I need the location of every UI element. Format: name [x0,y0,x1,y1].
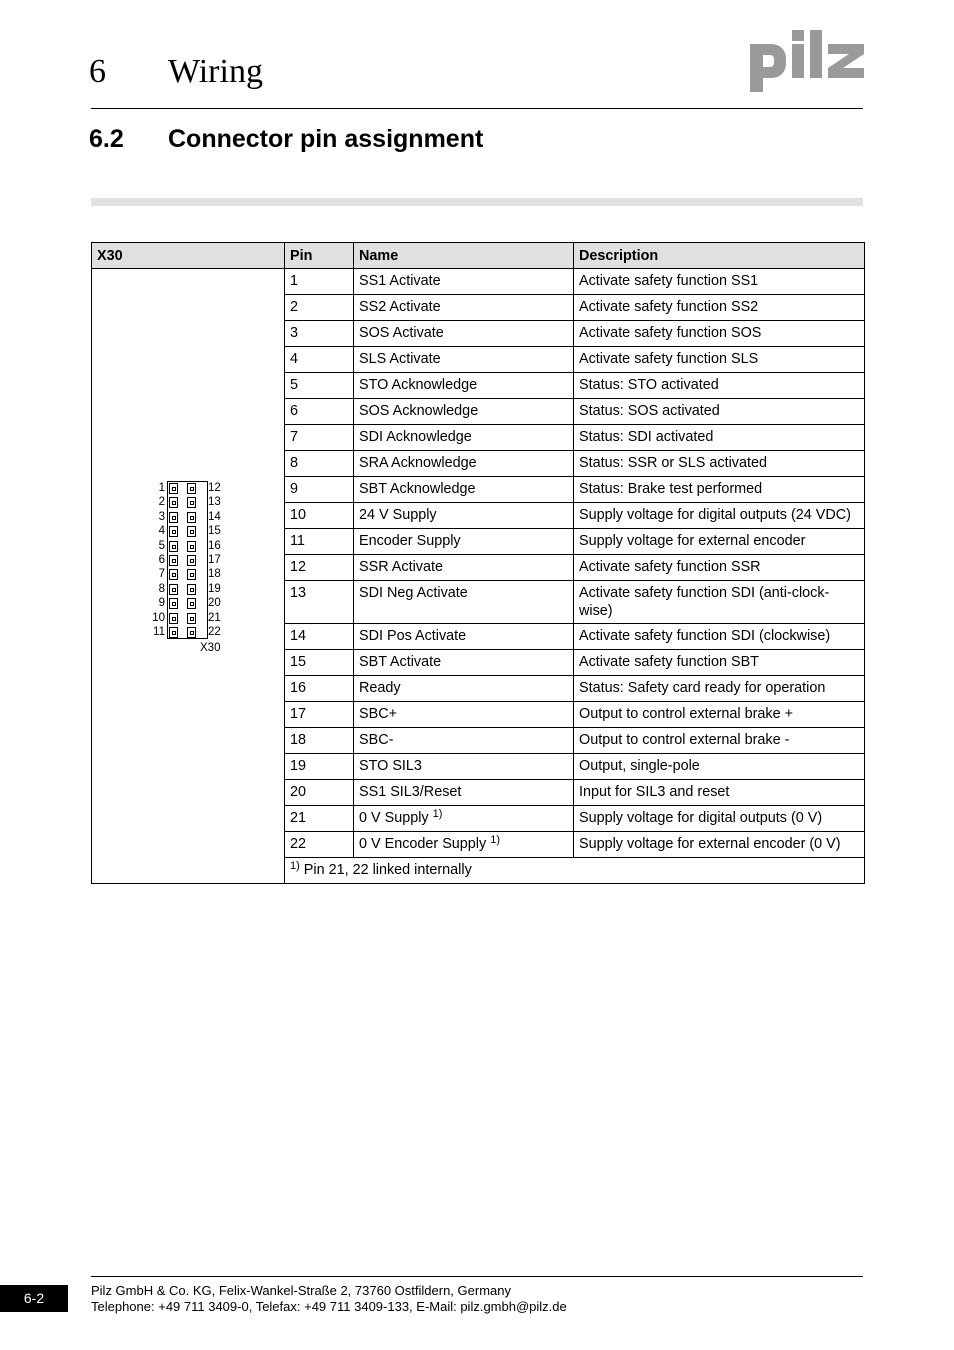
pin-description: Output, single-pole [574,754,865,780]
page-number: 6-2 [0,1285,68,1312]
pin-name-text: SS1 SIL3/Reset [359,784,462,800]
pin-number: 9 [285,477,354,503]
pin-number: 4 [285,347,354,373]
pin-number: 5 [285,373,354,399]
pin-description: Supply voltage for external encoder (0 V) [574,832,865,858]
connector-slot [187,569,196,580]
pin-name-text: SBC- [359,732,394,748]
pin-description: Status: Safety card ready for operation [574,676,865,702]
connector-slot [169,541,178,552]
connector-pin-label: 21 [208,611,221,624]
connector-pin-label: 16 [208,539,221,552]
pin-name [354,806,574,832]
connector-pin-label: 13 [208,496,221,509]
footnote-mark: 1) [290,860,300,872]
pin-name [354,399,574,425]
pin-description: Status: SOS activated [574,399,865,425]
pin-name [354,728,574,754]
pin-name [354,425,574,451]
pin-description: Supply voltage for digital outputs (24 VDC) [574,503,865,529]
connector-pin-label: 18 [208,568,221,581]
connector-slot [187,555,196,566]
pin-number: 11 [285,529,354,555]
pin-name [354,347,574,373]
connector-slot [169,613,178,624]
pin-name-text: SDI Acknowledge [359,429,472,445]
pin-number: 15 [285,650,354,676]
connector-slot [169,526,178,537]
connector-slot [187,598,196,609]
pin-name [354,780,574,806]
pin-name [354,503,574,529]
connector-slot [187,627,196,638]
connector-pin-label: 9 [158,597,165,610]
connector-slot [169,569,178,580]
pin-description: Output to control external brake + [574,702,865,728]
footer-contact: Telephone: +49 711 3409-0, Telefax: +49 711 3409-133, E-Mail: pilz.gmbh@pilz.de [91,1299,567,1314]
pin-name [354,555,574,581]
x30-connector-diagram [92,481,285,671]
connector-slot [169,497,178,508]
pin-name-text: SDI Pos Activate [359,628,467,644]
pin-name [354,702,574,728]
pin-number: 22 [285,832,354,858]
header-name: Name [354,243,574,269]
footnote-mark: 1) [432,808,443,820]
pin-number: 17 [285,702,354,728]
header-description: Description [574,243,865,269]
connector-pin-label: 5 [158,539,165,552]
footnote-mark: 1) [490,834,500,846]
pin-name-text: Ready [359,680,401,696]
pin-name [354,269,574,295]
pin-description: Activate safety function SLS [574,347,865,373]
pin-number: 1 [285,269,354,295]
pin-number: 13 [285,581,354,624]
pin-name-text: Encoder Supply [359,533,461,549]
connector-slot [187,613,196,624]
pin-name [354,624,574,650]
pin-name-text: SRA Acknowledge [359,455,477,471]
pin-name-text: SDI Neg Activate [359,585,468,601]
pin-description: Status: STO activated [574,373,865,399]
pin-name-text: SSR Activate [359,559,443,575]
pin-number: 21 [285,806,354,832]
footer-address: Pilz GmbH & Co. KG, Felix-Wankel-Straße 2, 73760 Ostfildern, Germany [91,1283,511,1298]
pin-name [354,321,574,347]
pin-name [354,373,574,399]
connector-pin-label: 12 [208,482,221,494]
connector-label: X30 [200,642,221,654]
pin-name [354,676,574,702]
footer-rule [91,1276,863,1277]
pin-number: 14 [285,624,354,650]
connector-slot [169,483,178,494]
pin-description: Activate safety function SS2 [574,295,865,321]
pin-number: 8 [285,451,354,477]
footnote-text: Pin 21, 22 linked internally [303,862,472,878]
pin-name-text: STO Acknowledge [359,377,478,393]
connector-pin-label: 10 [152,611,165,624]
pin-name-text: SOS Activate [359,325,444,341]
connector-pin-label: 2 [158,496,165,509]
pin-number: 10 [285,503,354,529]
chapter-title: Wiring [168,53,263,90]
connector-pin-label: 1 [158,482,165,494]
pin-description: Activate safety function SDI (clockwise) [574,624,865,650]
pin-name-text: SOS Acknowledge [359,403,479,419]
connector-pin-label: 7 [158,568,165,581]
connector-pin-label: 8 [158,582,165,595]
header-x30: X30 [92,243,285,269]
section-number: 6.2 [89,125,124,153]
pin-name-text: SS1 Activate [359,273,441,289]
pin-name [354,650,574,676]
connector-slot [187,584,196,595]
pin-number: 2 [285,295,354,321]
pin-description: Input for SIL3 and reset [574,780,865,806]
table-row [92,269,865,295]
pin-name [354,581,574,624]
connector-pin-label: 22 [208,626,221,638]
connector-slot [169,555,178,566]
chapter-number: 6 [89,53,106,90]
pin-description: Status: SSR or SLS activated [574,451,865,477]
connector-slot [187,526,196,537]
pin-description: Activate safety function SS1 [574,269,865,295]
section-divider-bar [91,198,863,206]
pin-name-text: 0 V Encoder Supply [359,836,487,852]
connector-slot [187,541,196,552]
footnote-cell [285,858,865,884]
pin-name-text: STO SIL3 [359,758,422,774]
pin-assignment-table [91,242,865,884]
pin-name [354,754,574,780]
pin-number: 18 [285,728,354,754]
pin-description: Output to control external brake - [574,728,865,754]
section-title: Connector pin assignment [168,125,484,153]
pin-number: 12 [285,555,354,581]
connector-pin-label: 6 [158,554,165,566]
pin-description: Supply voltage for digital outputs (0 V) [574,806,865,832]
connector-x30-cell [92,269,285,884]
pin-name-text: 24 V Supply [359,507,437,523]
connector-pin-label: 4 [158,525,165,538]
pin-number: 7 [285,425,354,451]
connector-pin-label: 3 [158,510,165,523]
pin-name-text: SBC+ [359,706,397,722]
pilz-logo [748,26,866,96]
pin-description: Activate safety function SSR [574,555,865,581]
connector-slot [187,512,196,523]
connector-pin-label: 19 [208,582,221,595]
pin-name-text: 0 V Supply [359,810,429,826]
pin-description: Activate safety function SDI (anti-clock-wise) [574,581,865,624]
connector-slot [169,512,178,523]
pin-description: Supply voltage for external encoder [574,529,865,555]
pin-name-text: SS2 Activate [359,299,441,315]
connector-pin-label: 15 [208,525,221,538]
pin-number: 16 [285,676,354,702]
pin-number: 6 [285,399,354,425]
pin-description: Status: Brake test performed [574,477,865,503]
pin-number: 19 [285,754,354,780]
connector-pin-label: 20 [208,597,221,610]
header-rule [91,108,863,109]
pin-name [354,529,574,555]
pin-description: Status: SDI activated [574,425,865,451]
pin-name [354,477,574,503]
connector-slot [187,483,196,494]
pin-name [354,832,574,858]
pin-name [354,451,574,477]
connector-slot [169,627,178,638]
pin-description: Activate safety function SOS [574,321,865,347]
table-header-row [92,243,865,269]
pin-name-text: SBT Activate [359,654,442,670]
header-pin: Pin [285,243,354,269]
pin-description: Activate safety function SBT [574,650,865,676]
pin-name [354,295,574,321]
pin-number: 20 [285,780,354,806]
connector-pin-label: 17 [208,554,221,566]
connector-pin-label: 14 [208,510,221,523]
connector-slot [187,497,196,508]
connector-pin-label: 11 [153,626,165,638]
pin-name-text: SLS Activate [359,351,441,367]
connector-slot [169,584,178,595]
pin-number: 3 [285,321,354,347]
connector-slot [169,598,178,609]
pin-name-text: SBT Acknowledge [359,481,476,497]
